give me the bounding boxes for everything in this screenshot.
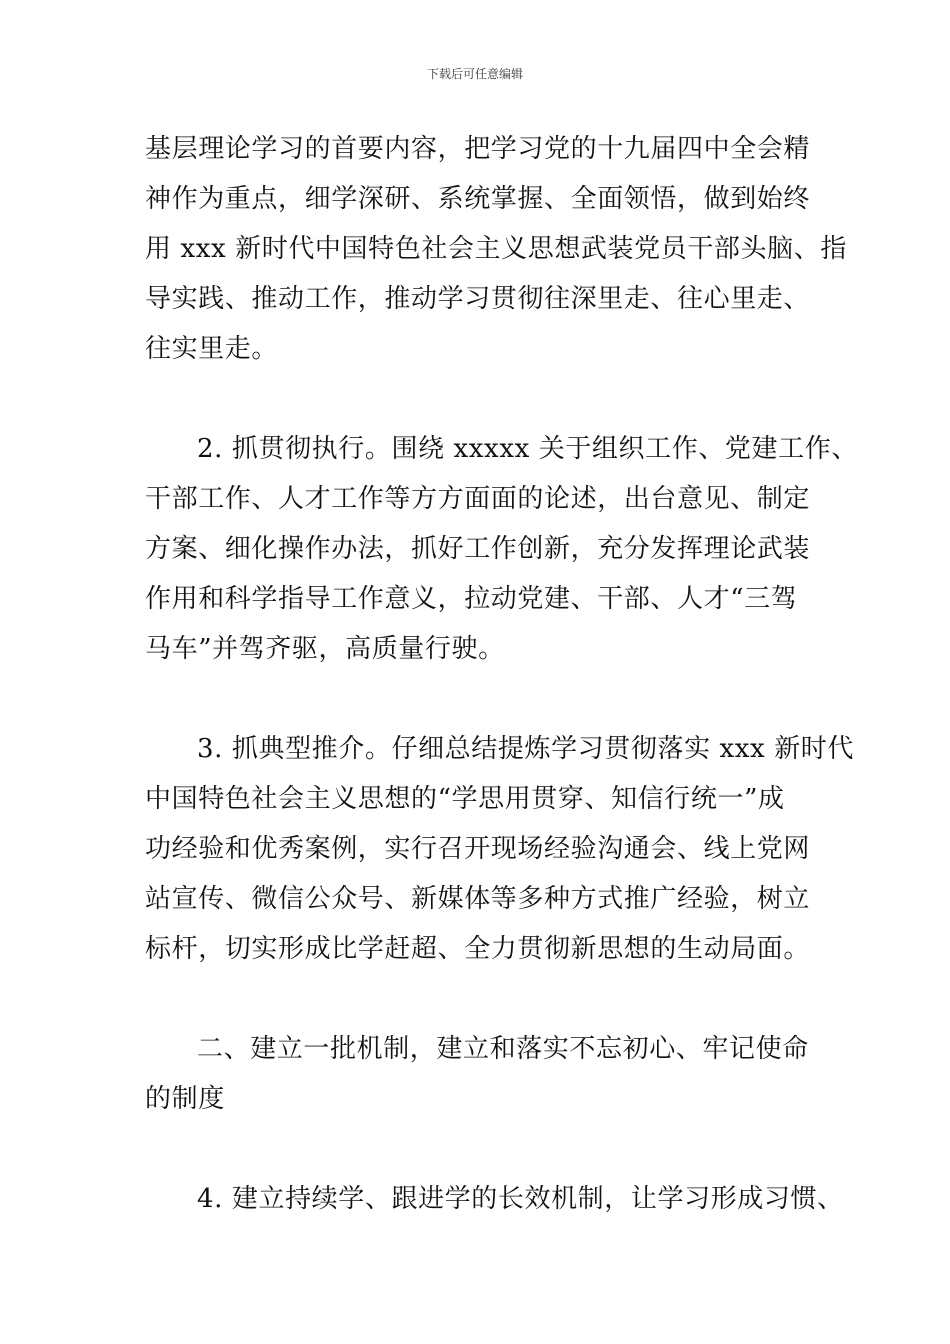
text-line: 马车”并驾齐驱，高质量行驶。: [145, 634, 505, 664]
text-line: 方案、细化操作办法，抓好工作创新，充分发挥理论武装: [145, 534, 811, 564]
text-line: 3. 抓典型推介。仔细总结提炼学习贯彻落实 xxx 新时代: [197, 734, 854, 764]
text-line: 往实里走。: [145, 334, 279, 364]
text-line: 干部工作、人才工作等方方面面的论述，出台意见、制定: [145, 484, 811, 514]
page-header: 下载后可任意编辑: [426, 67, 523, 81]
text-line: 标杆，切实形成比学赶超、全力贯彻新思想的生动局面。: [145, 934, 811, 964]
text-line: 基层理论学习的首要内容，把学习党的十九届四中全会精: [145, 134, 811, 164]
text-line: 中国特色社会主义思想的“学思用贯穿、知信行统一”成: [145, 784, 785, 814]
text-line: 神作为重点，细学深研、系统掌握、全面领悟，做到始终: [145, 184, 811, 214]
text-line: 功经验和优秀案例，实行召开现场经验沟通会、线上党网: [145, 834, 811, 864]
text-line: 用 xxx 新时代中国特色社会主义思想武装党员干部头脑、指: [145, 234, 847, 264]
text-line: 站宣传、微信公众号、新媒体等多种方式推广经验，树立: [145, 884, 811, 914]
text-line: 导实践、推动工作，推动学习贯彻往深里走、往心里走、: [145, 284, 811, 314]
text-line: 4. 建立持续学、跟进学的长效机制，让学习形成习惯、: [197, 1184, 844, 1214]
section-heading: 二、建立一批机制，建立和落实不忘初心、牢记使命: [197, 1034, 809, 1064]
section-heading: 的制度: [145, 1084, 225, 1114]
text-line: 2. 抓贯彻执行。围绕 xxxxx 关于组织工作、党建工作、: [197, 434, 858, 464]
text-line: 作用和科学指导工作意义，拉动党建、干部、人才“三驾: [145, 584, 798, 614]
